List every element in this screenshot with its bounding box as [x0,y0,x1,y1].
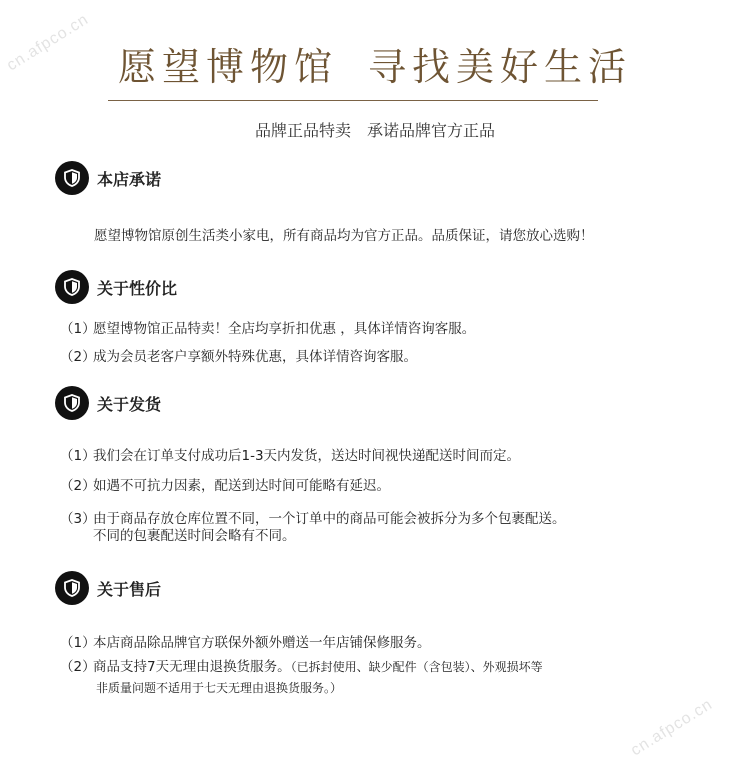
section-shipping-line-2 [60,474,390,494]
section-shipping-header [55,386,161,420]
section-promise-header [55,161,161,195]
section-promise-line-1: 愿望博物馆原创生活类小家电，所有商品均为官方正品。品质保证，请您放心选购！ [94,228,594,244]
line-number: （2） [60,478,96,494]
subtitle-part-1: 品牌正品特卖 [254,121,351,140]
section-shipping-line-4: 不同的包裹配送时间会略有不同。 [93,528,296,544]
section-aftersales-line-2 [60,655,543,675]
title-divider [108,100,598,101]
shield-icon [55,571,89,605]
line-number: （2） [60,659,96,675]
line-number: （1） [60,635,96,651]
section-aftersales-line-1 [60,631,431,651]
section-value-line-1 [60,317,475,337]
title-part-2: 寻找美好生活 [368,45,633,89]
line-text: 愿望博物馆正品特卖！全店均享折扣优惠 ，具体详情咨询客服。 [93,321,476,337]
page-title [0,36,750,91]
page-subtitle [0,118,750,141]
title-part-1: 愿望博物馆 [117,45,338,89]
section-shipping-line-1 [60,444,520,464]
line-text: 成为会员老客户享额外特殊优惠，具体详情咨询客服。 [93,349,417,365]
section-aftersales-line-3: 非质量问题不适用于七天无理由退换货服务。） [96,681,343,695]
watermark-top-left: cn.afpco.cn [4,10,92,75]
line-text: 本店商品除品牌官方联保外额外赠送一年店铺保修服务。 [93,635,431,651]
line-number: （2） [60,349,96,365]
section-title: 关于发货 [97,394,162,414]
section-title: 关于售后 [97,579,162,599]
section-title: 本店承诺 [97,169,162,189]
shield-icon [55,386,89,420]
shield-icon [55,161,89,195]
line-note: （已拆封使用、缺少配件（含包装）、外观损坏等 [290,660,543,674]
section-value-header [55,270,177,304]
subtitle-part-2: 承诺品牌官方正品 [367,121,496,140]
line-number: （1） [60,448,96,464]
section-aftersales-header [55,571,161,605]
line-text: 商品支持7天无理由退换货服务。 [93,659,291,675]
section-value-line-2 [60,345,417,365]
watermark-bottom-right: cn.afpco.cn [628,695,716,760]
line-text: 我们会在订单支付成功后1-3天内发货，送达时间视快递配送时间而定。 [93,448,521,464]
shield-icon [55,270,89,304]
section-title: 关于性价比 [97,278,178,298]
line-number: （3） [60,511,96,527]
line-number: （1） [60,321,96,337]
line-text: 如遇不可抗力因素，配送到达时间可能略有延迟。 [93,478,390,494]
line-text: 由于商品存放仓库位置不同，一个订单中的商品可能会被拆分为多个包裹配送。 [93,511,566,527]
